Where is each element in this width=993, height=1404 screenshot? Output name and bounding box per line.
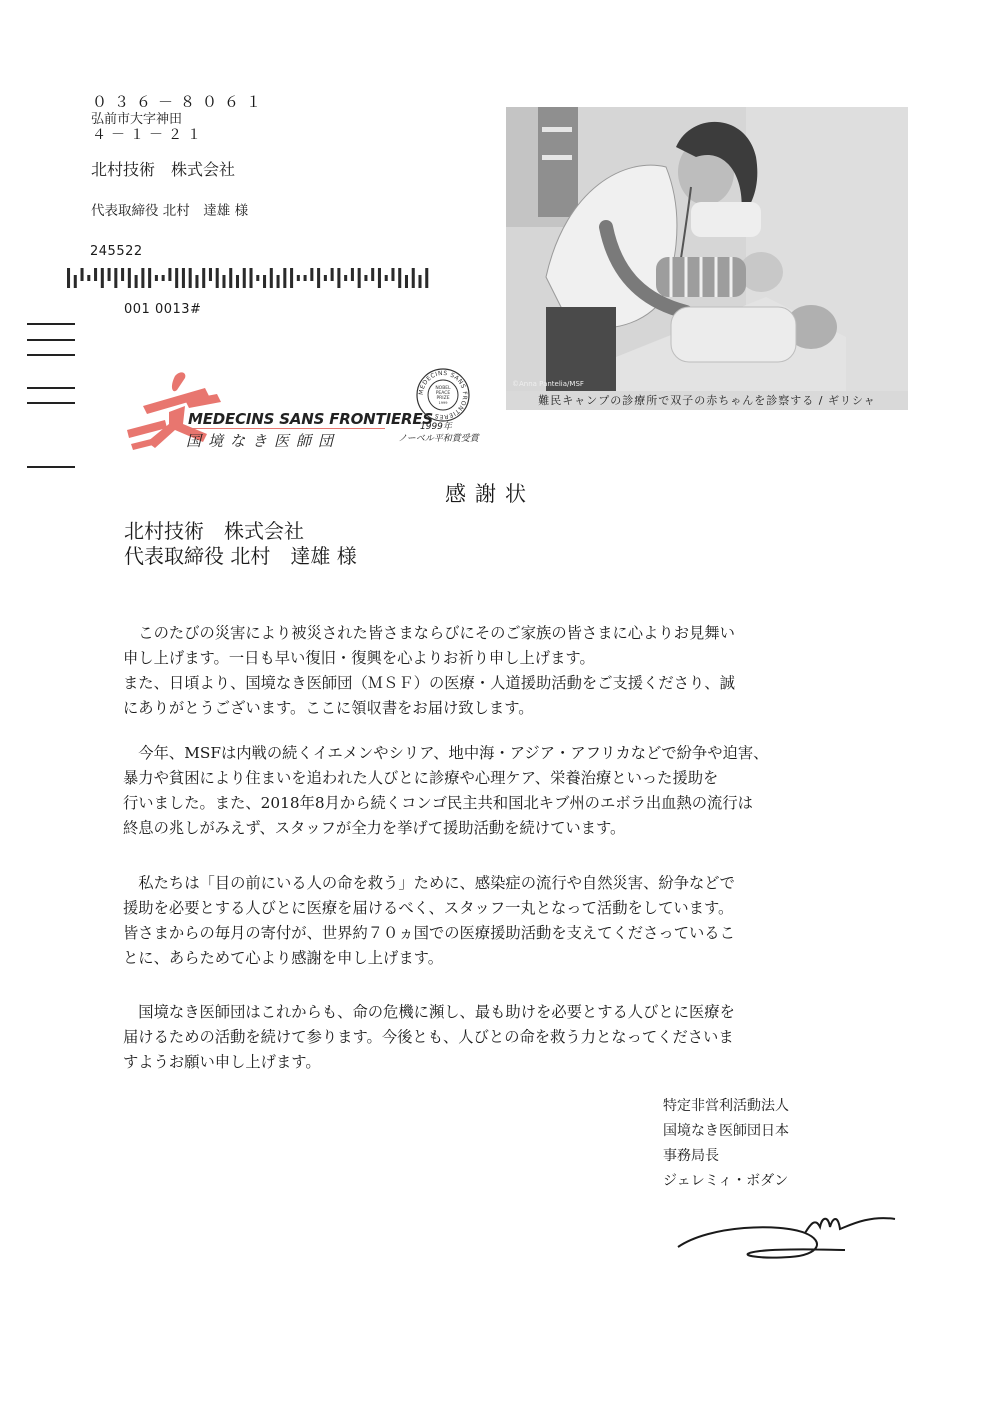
barcode-bar [135,275,138,288]
barcode-bar [425,268,428,288]
barcode-bar [364,275,367,281]
barcode-bar [81,268,84,281]
body-line: 申し上げます。一日も早い復旧・復興を心よりお祈り申し上げます。 [123,649,595,667]
barcode-bar [378,268,381,288]
body-line: 国境なき医師団はこれからも、命の危機に瀕し、最も助けを必要とする人びとに医療を [123,1003,735,1021]
barcode-bar [398,268,401,288]
barcode-bar [270,268,273,288]
margin-mark [27,402,75,404]
msf-name-ja: 国境なき医師団 [186,432,341,450]
barcode-bar [101,268,104,288]
barcode-bar [391,268,394,281]
nobel-year: 1999年 [420,422,452,432]
margin-mark [27,323,75,325]
barcode-bar [243,268,246,288]
barcode-bar [358,268,361,288]
barcode-bar [263,275,266,288]
seal-center-line: PRIZE [436,396,450,401]
signatory-position: 事務局長 [663,1148,719,1164]
margin-mark [27,339,75,341]
customer-number: 245522 [90,244,143,259]
barcode-bar [114,268,117,288]
barcode-bar [344,275,347,281]
barcode-bar [67,268,70,288]
signatory-organization: 国境なき医師団日本 [663,1123,789,1139]
body-line: すようお願い申し上げます。 [123,1053,321,1071]
barcode-bar [405,275,408,288]
photo-credit: ©Anna Pantelia/MSF [512,380,584,388]
body-line: 暴力や貧困により住まいを追われた人びとに診療や心理ケア、栄養治療といった援助を [123,769,719,787]
postal-code: ０３６－８０６１ [92,93,269,111]
signatory-org-type: 特定非営利活動法人 [663,1098,789,1114]
barcode-bar [277,275,280,288]
body-paragraph-2 [123,741,883,841]
barcode-bar [418,275,421,288]
body-line: また、日頃より、国境なき医師団（ＭＳＦ）の医療・人道援助活動をご支援くださり、誠 [123,674,735,692]
barcode-bar [229,268,232,288]
body-paragraph-4 [123,1000,883,1075]
barcode-bar [168,268,171,281]
barcode-bar [304,275,307,281]
barcode-bar [87,275,90,281]
barcode-bar [162,275,165,281]
seal-center-line: PEACE [435,391,451,396]
barcode-bar [141,268,144,288]
body-line: 終息の兆しがみえず、スタッフが全力を挙げて援助活動を続けています。 [123,819,626,837]
seal-center-line: NOBEL [435,386,451,391]
handwritten-signature [670,1205,900,1265]
body-line: とに、あらためて心より感謝を申し上げます。 [123,949,444,967]
barcode-bar [371,268,374,281]
barcode-bar [189,268,192,288]
seal-center-line: 1999 [438,401,448,405]
nobel-label: ノーベル平和賞受賞 [398,434,479,444]
body-line: にありがとうございます。ここに領収書をお届け致します。 [123,699,534,717]
photo-caption: 難民キャンプの診療所で双子の赤ちゃんを診察する / ギリシャ [506,391,908,410]
body-paragraph-3 [123,871,883,971]
nobel-peace-prize-seal-icon [415,367,471,423]
barcode-bar [94,268,97,281]
barcode-bar [385,275,388,281]
sort-code: 001 0013# [124,302,202,317]
barcode-bar [209,268,212,281]
signatory-block [663,1094,789,1194]
margin-mark [27,354,75,356]
document-title: 感謝状 [445,482,535,506]
body-line: このたびの災害により被災された皆さまならびにそのご家族の皆さまに心よりお見舞い [123,624,735,642]
barcode-bar [412,268,415,288]
barcode-bar [148,268,151,288]
barcode-bar [351,268,354,281]
barcode-bar [324,275,327,281]
address-line-2: ４－１－２１ [92,127,206,143]
barcode-bar [290,268,293,288]
barcode-bar [155,275,158,281]
barcode-bar [175,268,178,288]
address-company: 北村技術 株式会社 [91,160,236,179]
address-person: 代表取締役 北村 達雄 様 [91,203,249,219]
address-line-1: 弘前市大字神田 [91,112,183,127]
barcode-bar [256,275,259,281]
barcode-bar [236,275,239,288]
barcode-bar [297,275,300,281]
body-line: 皆さまからの毎月の寄付が、世界約７０ヵ国での医療援助活動を支えてくださっているこ [123,924,735,942]
photo-doctor-examining-twins [506,107,908,410]
signatory-name: ジェレミィ・ボダン [663,1173,789,1189]
barcode-bar [182,268,185,288]
barcode-bar [216,268,219,288]
msf-underline [188,428,385,429]
body-line: 今年、MSFは内戦の続くイエメンやシリア、地中海・アジア・アフリカなどで紛争や迫害、 [123,744,769,762]
barcode-bar [283,268,286,288]
margin-mark [27,387,75,389]
barcode-bar [74,275,77,288]
barcode-bar [128,268,131,288]
postal-barcode [67,268,432,288]
body-line: 届けるための活動を続けて参ります。今後とも、人びとの命を救う力となってくださいま [123,1028,734,1046]
body-line: 私たちは「目の前にいる人の命を救う」ために、感染症の流行や自然災害、紛争などで [123,874,735,892]
body-paragraph-1 [123,621,883,721]
barcode-bar [195,275,198,288]
barcode-bar [108,268,111,281]
body-line: 行いました。また、2018年8月から続くコンゴ民主共和国北キブ州のエボラ出血熱の流行は [123,794,753,812]
photo-illustration [506,107,908,410]
barcode-bar [222,275,225,288]
barcode-bar [202,268,205,288]
margin-mark [27,466,75,468]
barcode-bar [331,268,334,281]
seal-ring-text: MEDECINS SANS FRONTIERES [417,369,469,421]
recipient-person: 代表取締役 北村 達雄 様 [124,544,357,568]
barcode-bar [337,268,340,288]
body-line: 援助を必要とする人びとに医療を届けるべく、スタッフ一丸となって活動をしています。 [123,899,734,917]
msf-name-en: MEDECINS SANS FRONTIERES [188,410,433,428]
recipient-company: 北村技術 株式会社 [124,519,304,543]
barcode-bar [250,268,253,288]
barcode-bar [317,268,320,288]
barcode-bar [310,268,313,281]
barcode-bar [121,268,124,281]
